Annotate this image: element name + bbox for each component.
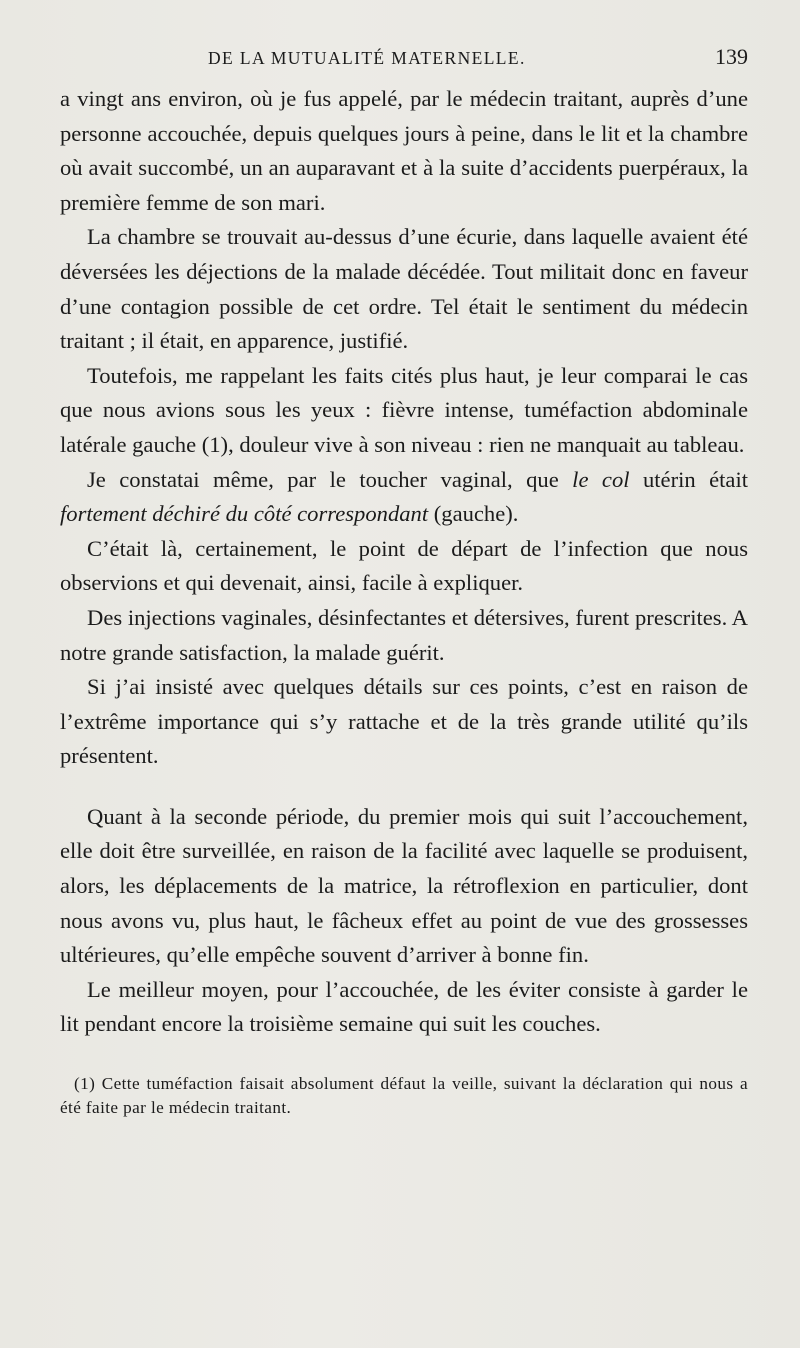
paragraph-3: Toutefois, me rappelant les faits cités plus haut, je leur comparai le cas que nous avions sous les yeux : fièvre intense, tuméfaction abdominale latérale gauche (1), douleur vive à son niveau : rien ne manquait au tableau. [60,362,748,457]
body-text [60,82,748,1042]
paragraph-4-italic-a: le col [572,466,630,492]
paragraph-1: a vingt ans environ, où je fus appelé, par le médecin traitant, auprès d’une personne accouchée, depuis quelques jours à peine, dans le lit et la chambre où avait succombé, un an auparavant et à la suite d’accidents puerpéraux, la première femme de son mari. [60,86,748,215]
running-title: DE LA MUTUALITÉ MATERNELLE. [208,48,526,68]
paragraph-7: Si j’ai insisté avec quelques détails sur ces points, c’est en raison de l’extrême importance qui s’y rattache et de la très grande utilité qu’ils présentent. [60,674,748,769]
paragraph-4-italic-b: fortement déchiré du côté correspondant [60,501,429,527]
footnote: (1) Cette tuméfaction faisait absolument défaut la veille, suivant la déclaration qui nous a été faite par le médecin traitant. [60,1074,748,1118]
paragraph-6: Des injections vaginales, désinfectantes et détersives, furent prescrites. A notre grande satisfaction, la malade guérit. [60,604,748,665]
paragraph-4-text-b: utérin était [629,466,748,492]
paragraph-4-text-c: (gauche). [428,501,519,527]
page-number: 139 [715,44,748,69]
running-header [60,44,748,82]
paragraph-4-text-a: Je constatai même, par le toucher vaginal, que [87,466,573,492]
paragraph-8: Quant à la seconde période, du premier mois qui suit l’accouchement, elle doit être surveillée, en raison de la facilité avec laquelle se produisent, alors, les déplacements de la matrice, la rétroflexion en particulier, dont nous avons vu, plus haut, le fâcheux effet au point de vue des grossesses ultérieures, qu’elle empêche souvent d’arriver à bonne fin. [60,803,748,968]
paragraph-2: La chambre se trouvait au-dessus d’une écurie, dans laquelle avaient été déversées les déjections de la malade décédée. Tout militait donc en faveur d’une contagion possible de cet ordre. Tel était le sentiment du médecin traitant ; il était, en apparence, justifié. [60,224,748,354]
section-gap [60,774,748,800]
paragraph-5: C’était là, certainement, le point de départ de l’infection que nous observions et qui devenait, ainsi, facile à expliquer. [60,535,748,596]
paragraph-9: Le meilleur moyen, pour l’accouchée, de les éviter consiste à garder le lit pendant encore la troisième semaine qui suit les couches. [60,976,748,1037]
paragraph-4 [60,463,748,532]
